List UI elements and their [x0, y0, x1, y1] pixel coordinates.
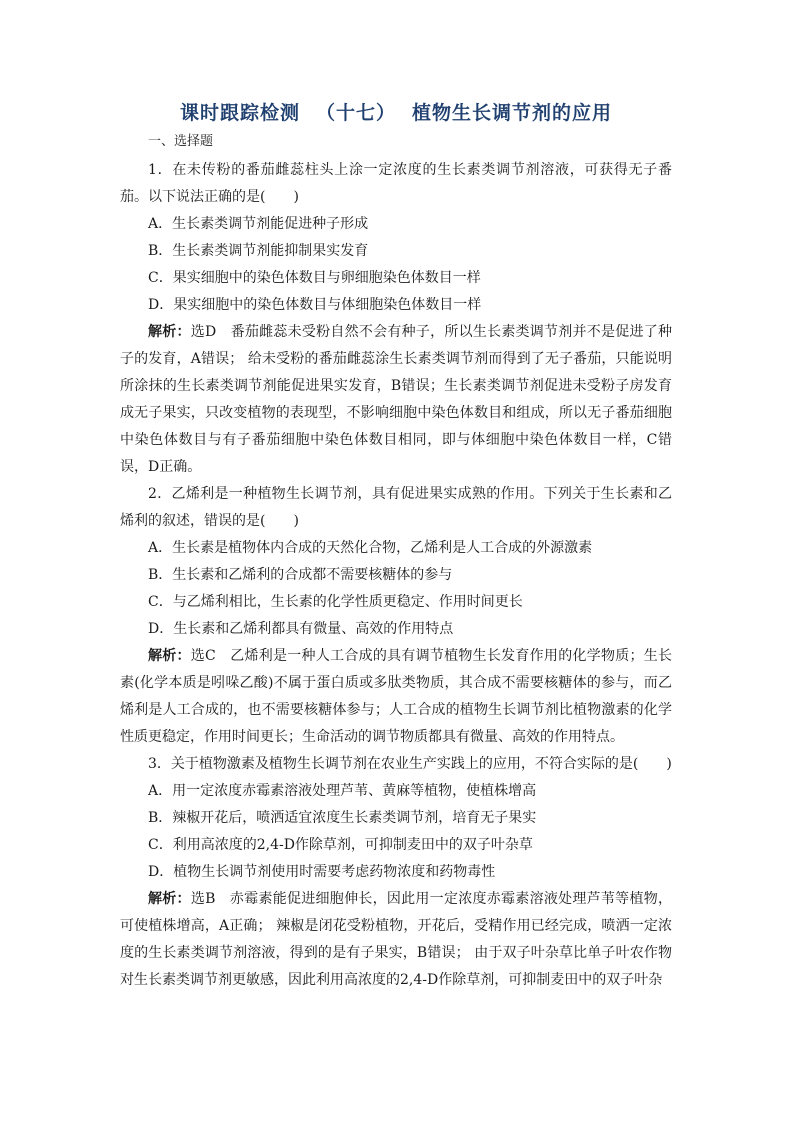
analysis-text: 选C 乙烯利是一种人工合成的具有调节植物生长发育作用的化学物质；生长素(化学本质是吲哚乙酸)不属于蛋白质或多肽类物质，其合成不需要核糖体的参与，而乙烯利是人工合成的，也不需要核糖体参与；人工合成的植物生长调节剂比植物激素的化学性质更稳定，作用时间更长；生命活动的调节物质都具有微量、高效的作用特点。 [120, 648, 672, 745]
question-stem: 1．在未传粉的番茄雌蕊柱头上涂一定浓度的生长素类调节剂溶液，可获得无子番茄。以下说法正确的是( ) [120, 162, 672, 205]
option-d: D．生长素和乙烯利都具有微量、高效的作用特点 [148, 621, 454, 637]
analysis-label: 解析： [148, 891, 191, 907]
analysis [120, 886, 672, 994]
title-part-3: 植物生长调节剂的应用 [412, 102, 613, 124]
option-a: A．生长素类调节剂能促进种子形成 [148, 216, 369, 232]
option-d: D．果实细胞中的染色体数目与体细胞染色体数目一样 [148, 297, 482, 313]
question-stem: 2．乙烯利是一种植物生长调节剂，具有促进果实成熟的作用。下列关于生长素和乙烯利的叙述，错误的是( ) [120, 486, 672, 529]
page-title [120, 98, 672, 125]
question-1 [120, 157, 672, 481]
option-b: B．生长素类调节剂能抑制果实发育 [148, 243, 369, 259]
option-d: D．植物生长调节剂使用时需要考虑药物浓度和药物毒性 [148, 864, 496, 880]
analysis-label: 解析： [148, 648, 191, 664]
option-c: C．果实细胞中的染色体数目与卵细胞染色体数目一样 [148, 270, 481, 286]
option-c: C．利用高浓度的2,4-D作除草剂，可抑制麦田中的双子叶杂草 [148, 837, 533, 853]
analysis-text: 选D 番茄雌蕊未受粉自然不会有种子，所以生长素类调节剂并不是促进了种子的发育，A错误； 给未受粉的番茄雌蕊涂生长素类调节剂而得到了无子番茄，只能说明所涂抹的生长素类调节剂能促进果实发育，B错误；生长素类调节剂促进未受粉子房发育成无子果实，只改变植物的表现型，不影响细胞中染色体数目和组成，所以无子番茄细胞中染色体数目与有子番茄细胞中染色体数目相同，即与体细胞中染色体数目一样，C错误，D正确。 [120, 324, 672, 475]
analysis-text: 选B 赤霉素能促进细胞伸长，因此用一定浓度赤霉素溶液处理芦苇等植物，可使植株增高，A正确； 辣椒是闭花受粉植物，开花后，受精作用已经完成，喷洒一定浓度的生长素类调节剂溶液，得到的是有子果实，B错误； 由于双子叶杂草比单子叶农作物对生长素类调节剂更敏感，因此利用高浓度的2,4-D作除草剂，可抑制麦田中的双子叶杂 [120, 891, 672, 988]
title-part-2: （十七） [315, 102, 396, 124]
analysis-label: 解析： [148, 324, 191, 340]
option-a: A．用一定浓度赤霉素溶液处理芦苇、黄麻等植物，使植株增高 [148, 783, 537, 799]
question-2 [120, 481, 672, 751]
option-a: A．生长素是植物体内合成的天然化合物，乙烯利是人工合成的外源激素 [148, 540, 593, 556]
option-b: B．辣椒开花后，喷洒适宜浓度生长素类调节剂，培育无子果实 [148, 810, 537, 826]
question-stem: 3．关于植物激素及植物生长调节剂在农业生产实践上的应用，不符合实际的是( ) [148, 756, 672, 772]
section-heading: 一、选择题 [148, 134, 214, 149]
document-page [120, 98, 672, 994]
option-c: C．与乙烯利相比，生长素的化学性质更稳定、作用时间更长 [148, 594, 523, 610]
title-part-1: 课时跟踪检测 [179, 102, 300, 124]
analysis [120, 319, 672, 481]
analysis [120, 643, 672, 751]
option-b: B．生长素和乙烯利的合成都不需要核糖体的参与 [148, 567, 453, 583]
question-3 [120, 751, 672, 994]
